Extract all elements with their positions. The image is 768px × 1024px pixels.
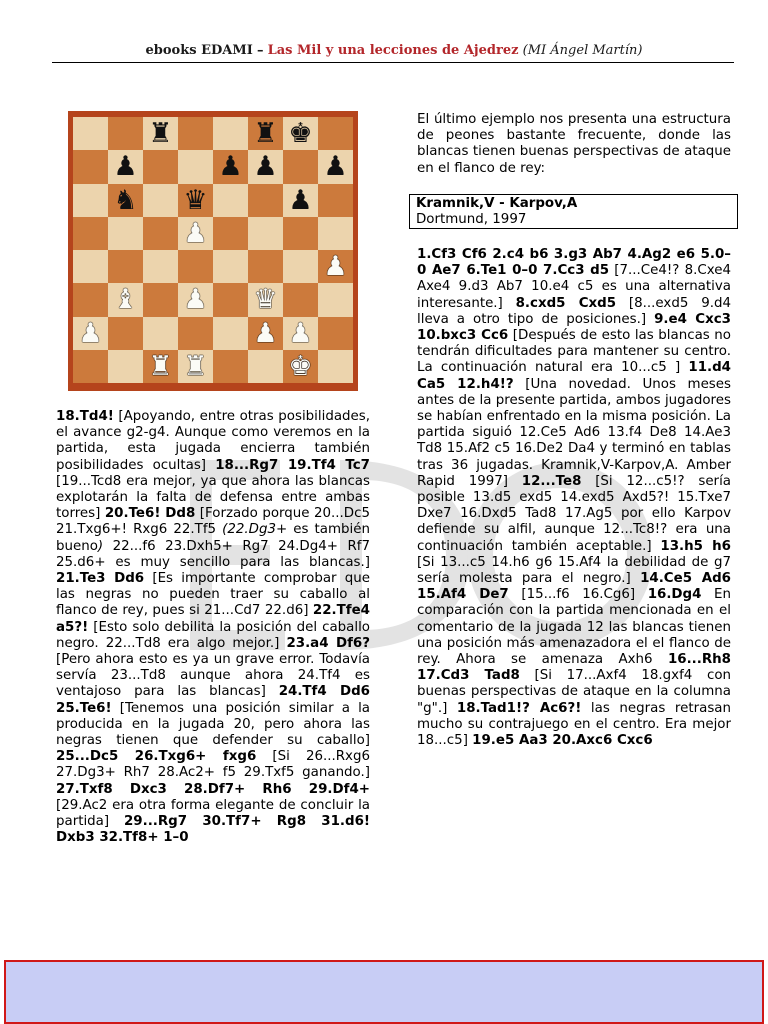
square-a4 <box>73 250 108 283</box>
square-a7 <box>73 150 108 183</box>
move-sequence: 23.a4 Df6? <box>286 635 370 651</box>
white-bishop-icon: ♝ <box>113 284 138 316</box>
square-d4 <box>178 250 213 283</box>
page-header <box>55 42 733 60</box>
square-d3 <box>178 283 213 316</box>
square-c6 <box>143 184 178 217</box>
move-sequence: 12...Te8 <box>521 473 582 489</box>
move-sequence: 8.cxd5 Cxd5 <box>515 295 617 311</box>
square-a5 <box>73 217 108 250</box>
commentary-text: [19...Tcd8 era mejor, ya que ahora las blancas explotarán la falta de defensa entre ambas torres] <box>56 473 370 522</box>
black-pawn-icon: ♟ <box>218 151 243 183</box>
square-c7 <box>143 150 178 183</box>
move-sequence: 1.Cf3 Cf6 2.c4 b6 3.g3 Ab7 4.Ag2 e6 5.0–0 Ae7 6.Te1 0–0 7.Cc3 d5 <box>417 247 731 279</box>
move-sequence: 25...Dc5 26.Txg6+ fxg6 <box>56 749 257 765</box>
square-g3 <box>283 283 318 316</box>
black-king-icon: ♚ <box>288 118 313 150</box>
header-rule <box>52 62 734 63</box>
black-rook-icon: ♜ <box>148 118 173 150</box>
square-b3 <box>108 283 143 316</box>
intro-paragraph: El último ejemplo nos presenta una estructura de peones bastante frecuente, donde las blancas tienen buenas perspectivas de ataque en el flanco de rey: <box>417 112 731 176</box>
white-pawn-icon: ♟ <box>183 217 208 249</box>
square-a2 <box>73 317 108 350</box>
commentary-text: [Pero ahora esto es ya un grave error. Todavía servía 23...Td8 aunque ahora 24.Tf4 es ventajoso para las blancas] <box>56 652 370 700</box>
square-f1 <box>248 350 283 383</box>
square-b4 <box>108 250 143 283</box>
square-g5 <box>283 217 318 250</box>
white-pawn-icon: ♟ <box>78 317 103 349</box>
game-event: Dortmund, 1997 <box>416 212 527 227</box>
white-king-icon: ♚ <box>288 350 313 382</box>
white-pawn-icon: ♟ <box>183 284 208 316</box>
square-e7 <box>213 150 248 183</box>
left-column-commentary <box>56 409 370 846</box>
move-sequence: 29...Rg7 30.Tf7+ Rg8 31.d6! Dxb3 32.Tf8+ 1–0 <box>56 814 370 846</box>
commentary-text: [Apoyando, entre otras posibilidades, el avance g2-g4. Aunque como veremos en la partida, esta jugada encierra también posibilidades ocultas] <box>56 409 370 473</box>
commentary-text: [8...exd5 9.d4 lleva a otro tipo de posiciones.] <box>417 295 731 327</box>
square-f7 <box>248 150 283 183</box>
commentary-text: [Esto solo debilita la posición del caballo negro. 22...Td8 era algo mejor.] <box>56 619 370 651</box>
square-c2 <box>143 317 178 350</box>
square-f6 <box>248 184 283 217</box>
square-b7 <box>108 150 143 183</box>
square-e3 <box>213 283 248 316</box>
book-title: Las Mil y una lecciones de Ajedrez <box>267 43 519 58</box>
commentary-text: (22.Dg3 <box>222 522 276 538</box>
square-h2 <box>318 317 353 350</box>
square-c1 <box>143 350 178 383</box>
square-f5 <box>248 217 283 250</box>
square-d7 <box>178 150 213 183</box>
square-b2 <box>108 317 143 350</box>
move-sequence: 27.Txf8 Dxc3 28.Df7+ Rh6 29.Df4+ <box>56 781 370 797</box>
commentary-text: [Una novedad. Unos meses antes de la presente partida, ambos jugadores se habían enfrentado en la misma posición. La partida siguió 12.Ce5 Ad6 13.f4 De8 14.Ae3 Td8 15.Af2 c5 16.De2 Da4 y terminó en tablas tras 36 jugadas. Kramnik,V-Karpov,A. Amber Rapid 1997] <box>417 376 731 489</box>
square-g2 <box>283 317 318 350</box>
square-b1 <box>108 350 143 383</box>
square-f4 <box>248 250 283 283</box>
square-c3 <box>143 283 178 316</box>
commentary-text: ) <box>97 538 104 554</box>
black-rook-icon: ♜ <box>253 118 278 150</box>
move-sequence: 14.Ce5 Ad6 15.Af4 De7 <box>417 571 731 603</box>
commentary-text: [Si 17...Axf4 18.gxf4 con buenas perspectivas de ataque en la columna "g".] <box>417 668 732 716</box>
commentary-text: 22...f6 23.Dxh5+ Rg7 24.Dg4+ Rf7 25.d6+ es muy sencillo para las blancas.] <box>56 538 370 570</box>
square-h7 <box>318 150 353 183</box>
right-column-game-score <box>417 247 731 749</box>
square-e1 <box>213 350 248 383</box>
black-pawn-icon: ♟ <box>323 151 348 183</box>
game-players: Kramnik,V - Karpov,A <box>416 196 578 211</box>
series-name: ebooks EDAMI <box>145 43 253 58</box>
square-e4 <box>213 250 248 283</box>
white-pawn-icon: ♟ <box>253 317 278 349</box>
square-g7 <box>283 150 318 183</box>
white-queen-icon: ♛ <box>253 284 278 316</box>
commentary-text: + es también bueno <box>56 522 370 554</box>
square-h6 <box>318 184 353 217</box>
game-header-box <box>409 194 738 229</box>
move-sequence: 24.Tf4 Dd6 25.Te6! <box>56 684 370 716</box>
commentary-text: [29.Ac2 era otra forma elegante de concluir la partida] <box>56 797 370 830</box>
move-sequence: 21.Te3 Dd6 <box>56 571 145 587</box>
square-b5 <box>108 217 143 250</box>
move-sequence: 13.h5 h6 <box>660 538 731 554</box>
commentary-text: [Es importante comprobar que las negras no pueden traer su caballo al flanco de rey, pues si 21...Cd7 22.d6] <box>56 571 370 619</box>
white-rook-icon: ♜ <box>183 350 208 382</box>
commentary-text: [Si 26...Rxg6 27.Dg3+ Rh7 28.Ac2+ f5 29.Txf5 ganando.] <box>56 749 370 781</box>
move-sequence: 9.e4 Cxc3 10.bxc3 Cc6 <box>417 311 731 344</box>
header-separator: – <box>256 43 264 58</box>
black-knight-icon: ♞ <box>113 184 138 216</box>
square-c5 <box>143 217 178 250</box>
move-sequence: 16...Rh8 17.Cd3 Tad8 <box>417 652 731 684</box>
commentary-text: En comparación con la partida mencionada en el comentario de la jugada 12 las blancas tienen una posición más amenazadora el el flanco de rey. Ahora se amenaza Axh6 <box>417 587 731 668</box>
square-a1 <box>73 350 108 383</box>
black-pawn-icon: ♟ <box>288 184 313 216</box>
square-b8 <box>108 117 143 150</box>
square-f8 <box>248 117 283 150</box>
square-b6 <box>108 184 143 217</box>
square-g8 <box>283 117 318 150</box>
square-d1 <box>178 350 213 383</box>
square-g4 <box>283 250 318 283</box>
move-sequence: 16.Dg4 <box>647 587 702 603</box>
commentary-text: [Si 13...c5 14.h6 g6 15.Af4 la debilidad de g7 sería molesta para el negro.] <box>417 554 731 587</box>
move-sequence: 18.Tad1!? Ac6?! <box>456 700 582 716</box>
black-queen-icon: ♛ <box>183 184 208 216</box>
square-e2 <box>213 317 248 350</box>
square-e8 <box>213 117 248 150</box>
move-sequence: 19.e5 Aa3 20.Axc6 Cxc6 <box>472 733 653 749</box>
square-g1 <box>283 350 318 383</box>
chess-diagram <box>73 117 353 383</box>
white-rook-icon: ♜ <box>148 350 173 382</box>
square-h8 <box>318 117 353 150</box>
square-f3 <box>248 283 283 316</box>
move-sequence: 18...Rg7 19.Tf4 Tc7 <box>215 457 371 473</box>
commentary-text: [Después de esto las blancas no tendrán dificultades para mantener su centro. La continuación natural era 10...c5 ] <box>417 328 731 376</box>
commentary-text: [7...Ce4!? 8.Cxe4 Axe4 9.d3 Ab7 10.e4 c5 es una alternativa interesante.] <box>417 263 732 311</box>
square-h1 <box>318 350 353 383</box>
square-d2 <box>178 317 213 350</box>
square-e5 <box>213 217 248 250</box>
square-f2 <box>248 317 283 350</box>
book-author: (MI Ángel Martín) <box>522 43 643 58</box>
square-d5 <box>178 217 213 250</box>
move-sequence: 18.Td4! <box>56 409 114 424</box>
white-pawn-icon: ♟ <box>288 317 313 349</box>
commentary-text: [Forzado porque 20...Dc5 21.Txg6+! Rxg6 22.Tf5 <box>56 506 370 538</box>
square-a6 <box>73 184 108 217</box>
white-pawn-icon: ♟ <box>323 251 348 283</box>
square-h5 <box>318 217 353 250</box>
square-e6 <box>213 184 248 217</box>
square-h4 <box>318 250 353 283</box>
commentary-text: [Si 12...c5!? sería posible 13.d5 exd5 14.exd5 Axd5?! 15.Txe7 Dxe7 16.Dxd5 Tad8 17.Ag5 por ello Karpov defiende su alfil, aunque 12...Tc8!? era una continuación también aceptable.] <box>417 473 731 554</box>
black-pawn-icon: ♟ <box>113 151 138 183</box>
square-d8 <box>178 117 213 150</box>
square-d6 <box>178 184 213 217</box>
square-c4 <box>143 250 178 283</box>
black-pawn-icon: ♟ <box>253 151 278 183</box>
square-g6 <box>283 184 318 217</box>
commentary-text: [15...f6 16.Cg6] <box>508 587 648 603</box>
square-a3 <box>73 283 108 316</box>
square-a8 <box>73 117 108 150</box>
footer-banner <box>4 960 764 1024</box>
move-sequence: 11.d4 Ca5 12.h4!? <box>417 360 731 392</box>
commentary-text: las negras retrasan mucho su contrajuego en el centro. Era mejor 18...c5] <box>417 700 731 749</box>
move-sequence: 20.Te6! Dd8 <box>104 506 196 522</box>
commentary-text: [Tenemos una posición similar a la producida en la jugada 20, pero ahora las negras tienen que defender su caballo] <box>56 700 370 749</box>
square-h3 <box>318 283 353 316</box>
square-c8 <box>143 117 178 150</box>
move-sequence: 22.Tfe4 a5?! <box>56 603 370 635</box>
